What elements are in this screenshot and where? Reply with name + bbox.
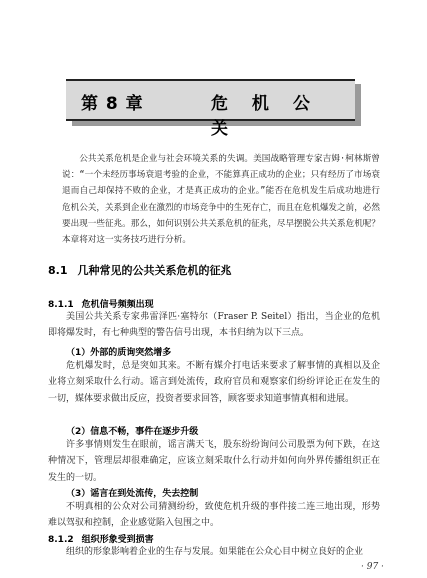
chapter-number: 第 8 章 bbox=[81, 94, 144, 114]
subsection-number: 8.1.2 bbox=[48, 535, 74, 545]
paragraph: 美国公共关系专家弗雷泽匹·塞特尔（Fraser P. Seitel）指出，当企业的危机即将爆发时，有七种典型的警告信号出现，本书归纳为以下三点。 bbox=[48, 312, 380, 339]
chapter-intro: 公共关系危机是企业与社会环境关系的失调。美国战略管理专家吉姆·柯林斯曾说：“一个未经历事场衰退考验的企业，不能算真正成功的企业；只有经历了市场衰退而自己却保持不败的企业，才是真正成功的企业。”能否在危机发生后成功地进行危机公关，关系到企业在激烈的市场竞争中的生死存亡，而且在危机爆发之前，必然要出现一些征兆。那么，如何识别公共关系危机的征兆，尽早摆脱公共关系危机呢？本章将对这一实务技巧进行分析。 bbox=[62, 154, 380, 246]
section-number: 8.1 bbox=[48, 264, 68, 277]
subsection-title: 危机信号频频出现 bbox=[81, 300, 154, 310]
item-heading-1: （1）外部的质询突然增多 bbox=[66, 348, 172, 358]
paragraph: 组织的形象影响着企业的生存与发展。如果能在公众心目中树立良好的企业 bbox=[66, 547, 364, 557]
section-title: 几种常见的公共关系危机的征兆 bbox=[77, 264, 232, 277]
item-heading-3: （3）谣言在到处流传，失去控制 bbox=[66, 489, 199, 499]
section-heading bbox=[48, 262, 232, 278]
paragraph: 危机爆发时，总是突如其来。不断有媒介打电话来要求了解事情的真相以及企业将立刻采取什么行动。谣言到处流传，政府官员和观察家们纷纷评论正在发生的一切，媒体要求做出反应，投资者要求回答，顾客要求知道事情真相和进展。 bbox=[48, 361, 380, 404]
chapter-header bbox=[66, 79, 355, 139]
chapter-title: 危 机 公 关 bbox=[211, 94, 319, 139]
page-number: · 97 · bbox=[361, 562, 384, 572]
item-heading-2: （2）信息不畅，事件在逐步升级 bbox=[66, 427, 199, 437]
paragraph: 不明真相的公众对公司猜测纷纷，致使危机升级的事件接二连三地出现，形势难以驾驭和控制，企业感觉陷入包围之中。 bbox=[48, 502, 380, 529]
subsection-number: 8.1.1 bbox=[48, 300, 74, 310]
paragraph: 许多事情则发生在眼前，谣言满天飞，股东纷纷询问公司股票为何下跌，在这种情况下，管理层却很难确定，应该立刻采取什么行动并如何向外界传播组织正在发生的一切。 bbox=[48, 440, 380, 483]
subsection-title: 组织形象受到损害 bbox=[81, 535, 154, 545]
